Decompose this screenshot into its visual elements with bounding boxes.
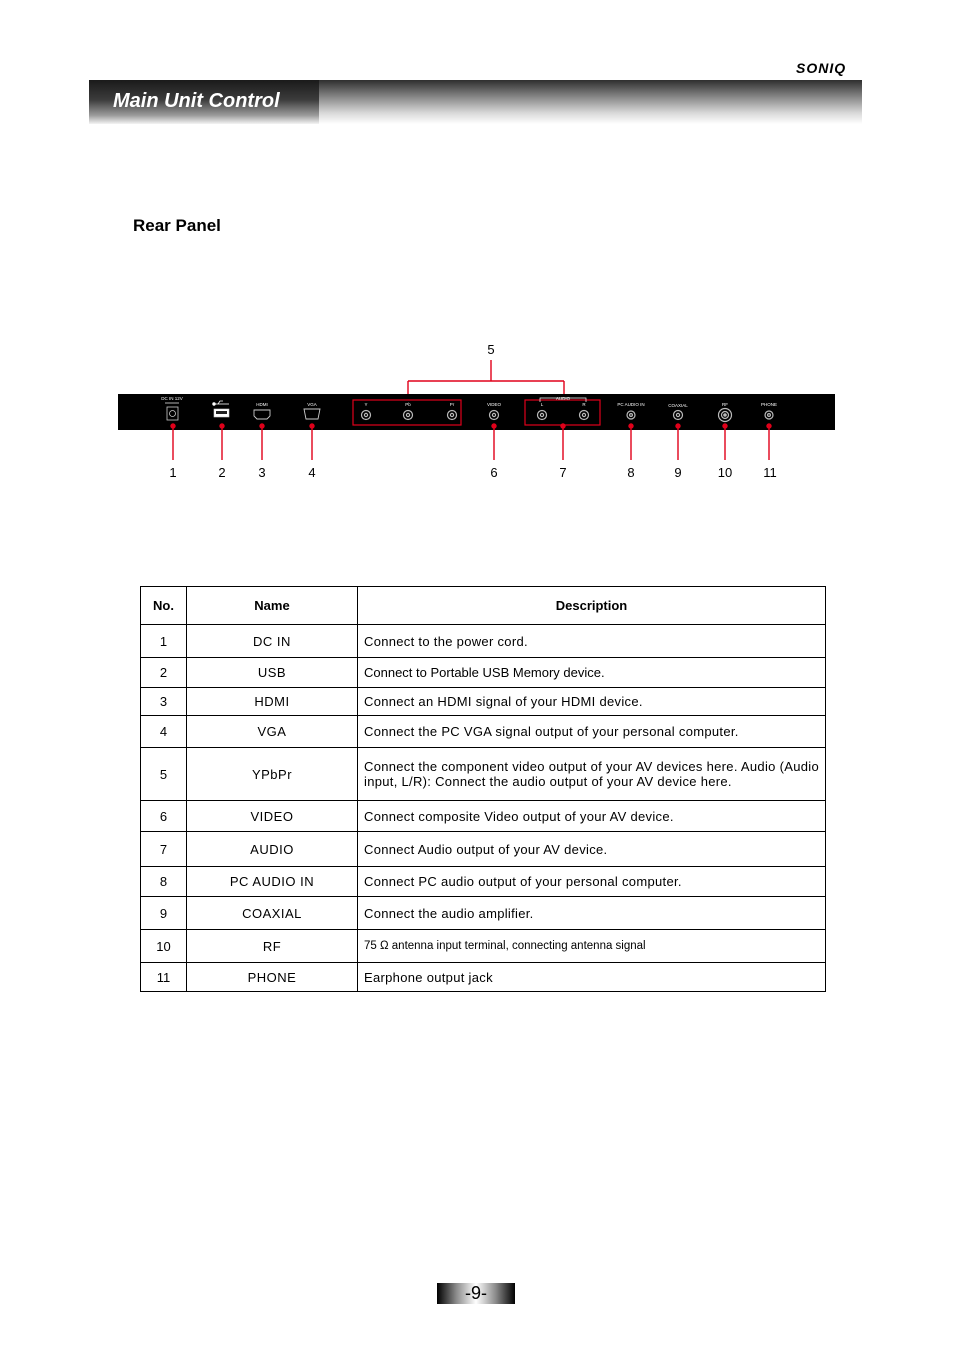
row-no: 10 (141, 930, 187, 963)
row-description: Connect the audio amplifier. (358, 897, 826, 930)
section-title: Rear Panel (133, 216, 221, 235)
table-row (141, 716, 826, 748)
row-description: Connect to Portable USB Memory device. (358, 658, 826, 688)
label-video: VIDEO (486, 402, 502, 407)
header-no: No. (141, 587, 187, 625)
label-rf: RF (722, 402, 728, 407)
row-description: Connect the component video output of your AV devices here. Audio (Audio input, L/R): Connect the audio output of your AV device here. (358, 748, 826, 801)
label-audio: AUDIO (555, 396, 571, 401)
row-no: 8 (141, 867, 187, 897)
row-name: YPbPr (187, 748, 358, 801)
label-pc-audio-in: PC AUDIO IN (617, 402, 645, 407)
table-row (141, 748, 826, 801)
callout-11: 11 (763, 465, 777, 480)
label-vga: VGA (307, 402, 317, 407)
table-row (141, 897, 826, 930)
callout-10: 10 (717, 465, 733, 480)
row-name: USB (187, 658, 358, 688)
row-no: 3 (141, 688, 187, 716)
table-row (141, 963, 826, 992)
row-name: VIDEO (187, 801, 358, 832)
callout-3: 3 (258, 465, 266, 480)
table-row (141, 867, 826, 897)
row-description: Earphone output jack (358, 963, 826, 992)
row-name: AUDIO (187, 832, 358, 867)
table-row (141, 688, 826, 716)
row-name: PC AUDIO IN (187, 867, 358, 897)
table-row (141, 832, 826, 867)
label-y: Y (364, 402, 368, 407)
callout-5: 5 (487, 342, 495, 357)
label-l: L (540, 402, 544, 407)
header-description: Description (358, 587, 826, 625)
label-pr: Pr (449, 402, 455, 407)
row-description: Connect an HDMI signal of your HDMI device. (358, 688, 826, 716)
row-no: 6 (141, 801, 187, 832)
row-no: 2 (141, 658, 187, 688)
row-description: Connect PC audio output of your personal computer. (358, 867, 826, 897)
callout-7: 7 (559, 465, 567, 480)
row-description: 75 Ω antenna input terminal, connecting antenna signal (358, 930, 826, 963)
label-coaxial: COAXIAL (668, 403, 688, 408)
callout-9: 9 (674, 465, 682, 480)
row-name: RF (187, 930, 358, 963)
callout-4: 4 (308, 465, 316, 480)
row-name: PHONE (187, 963, 358, 992)
label-r: R (582, 402, 586, 407)
page-title: Main Unit Control (113, 90, 280, 112)
row-description: Connect Audio output of your AV device. (358, 832, 826, 867)
row-no: 7 (141, 832, 187, 867)
table-row (141, 930, 826, 963)
page-number-text: -9- (465, 1283, 487, 1303)
row-description: Connect composite Video output of your AV device. (358, 801, 826, 832)
row-no: 1 (141, 625, 187, 658)
callout-8: 8 (627, 465, 635, 480)
row-no: 9 (141, 897, 187, 930)
table-row (141, 658, 826, 688)
row-no: 5 (141, 748, 187, 801)
row-name: DC IN (187, 625, 358, 658)
table-row (141, 801, 826, 832)
connector-table (140, 586, 826, 992)
row-description: Connect the PC VGA signal output of your personal computer. (358, 716, 826, 748)
header-name: Name (187, 587, 358, 625)
row-description: Connect to the power cord. (358, 625, 826, 658)
table-header-row (141, 587, 826, 625)
row-name: HDMI (187, 688, 358, 716)
row-no: 11 (141, 963, 187, 992)
rear-panel-diagram (0, 330, 954, 490)
row-no: 4 (141, 716, 187, 748)
row-name: COAXIAL (187, 897, 358, 930)
label-phone: PHONE (760, 402, 778, 407)
label-dc-in: DC IN 12V (161, 396, 183, 401)
callout-6: 6 (490, 465, 498, 480)
label-pb: Pb (405, 402, 411, 407)
callout-2: 2 (218, 465, 226, 480)
brand-logo: SONIQ (796, 60, 847, 76)
row-name: VGA (187, 716, 358, 748)
label-hdmi: HDMI (256, 402, 268, 407)
callout-1: 1 (169, 465, 177, 480)
page-number (437, 1283, 515, 1304)
table-row (141, 625, 826, 658)
